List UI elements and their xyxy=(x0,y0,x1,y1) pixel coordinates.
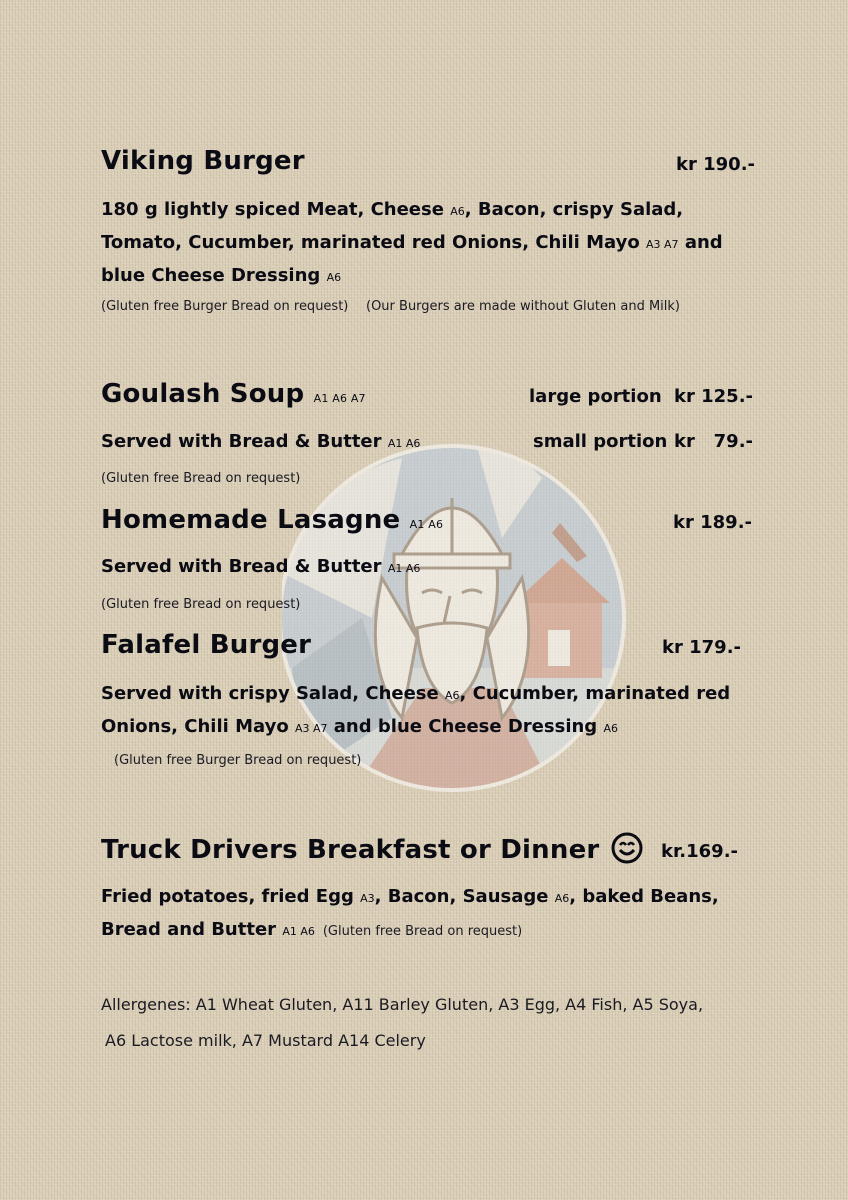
viking-burger-price: kr 190.- xyxy=(676,154,755,175)
allergen-code: A1 A6 A7 xyxy=(313,392,366,405)
allergen-code: A6 xyxy=(445,689,460,702)
allergen-code: A1 A6 xyxy=(282,925,315,938)
smiley-icon xyxy=(611,832,643,864)
allergenes-line-1: Allergenes: A1 Wheat Gluten, A11 Barley Gluten, A3 Egg, A4 Fish, A5 Soya, xyxy=(101,995,704,1014)
allergen-code: A6 xyxy=(326,271,342,284)
goulash-soup-title: Goulash Soup A1 A6 A7 xyxy=(101,379,366,409)
truck-drivers-title: Truck Drivers Breakfast or Dinner xyxy=(101,832,643,865)
falafel-burger-price: kr 179.- xyxy=(662,637,741,658)
goulash-small-label: small portion xyxy=(533,431,668,452)
truck-drivers-note: (Gluten free Bread on request) xyxy=(322,924,523,939)
allergen-code: A1 A6 xyxy=(409,518,444,531)
allergen-code: A3 A7 xyxy=(294,722,328,735)
goulash-large-label: large portion xyxy=(529,386,662,407)
viking-logo-watermark xyxy=(282,418,632,808)
lasagne-note: (Gluten free Bread on request) xyxy=(101,597,301,612)
lasagne-price: kr 189.- xyxy=(673,512,752,533)
goulash-small-price: kr 79.- xyxy=(674,431,754,452)
allergen-code: A1 A6 xyxy=(387,437,421,450)
viking-burger-note: (Gluten free Burger Bread on request) xyxy=(101,299,349,314)
goulash-served-with: Served with Bread & Butter A1 A6 xyxy=(101,431,421,452)
allergen-code: A3 xyxy=(360,892,375,905)
viking-burger-title: Viking Burger xyxy=(101,146,305,176)
goulash-large-price: kr 125.- xyxy=(674,386,753,407)
goulash-note: (Gluten free Bread on request) xyxy=(101,471,301,486)
truck-drivers-price: kr.169.- xyxy=(661,841,739,862)
allergen-code: A6 xyxy=(554,892,570,905)
falafel-burger-note: (Gluten free Burger Bread on request) xyxy=(114,753,362,768)
allergen-code: A6 xyxy=(450,205,465,218)
allergen-code: A6 xyxy=(603,722,618,735)
allergen-code: A1 A6 xyxy=(387,562,421,575)
allergenes-line-2: A6 Lactose milk, A7 Mustard A14 Celery xyxy=(105,1031,426,1050)
falafel-burger-title: Falafel Burger xyxy=(101,630,312,660)
truck-drivers-description: Fried potatoes, fried Egg A3, Bacon, Sausage A6, baked Beans, Bread and Butter A1 A6 (Gluten free Bread on request) xyxy=(101,886,719,940)
burger-gluten-milk-note: (Our Burgers are made without Gluten and Milk) xyxy=(366,299,680,314)
falafel-burger-description: Served with crispy Salad, Cheese A6, Cucumber, marinated red Onions, Chili Mayo A3 A7 and blue Cheese Dressing A6 xyxy=(101,683,731,737)
allergen-code: A3 A7 xyxy=(646,238,679,251)
viking-burger-description: 180 g lightly spiced Meat, Cheese A6, Bacon, crispy Salad, Tomato, Cucumber, marinated red Onions, Chili Mayo A3 A7 and blue Cheese Dressing A6 xyxy=(101,199,723,286)
lasagne-title: Homemade Lasagne A1 A6 xyxy=(101,505,444,535)
lasagne-served-with: Served with Bread & Butter A1 A6 xyxy=(101,556,421,577)
